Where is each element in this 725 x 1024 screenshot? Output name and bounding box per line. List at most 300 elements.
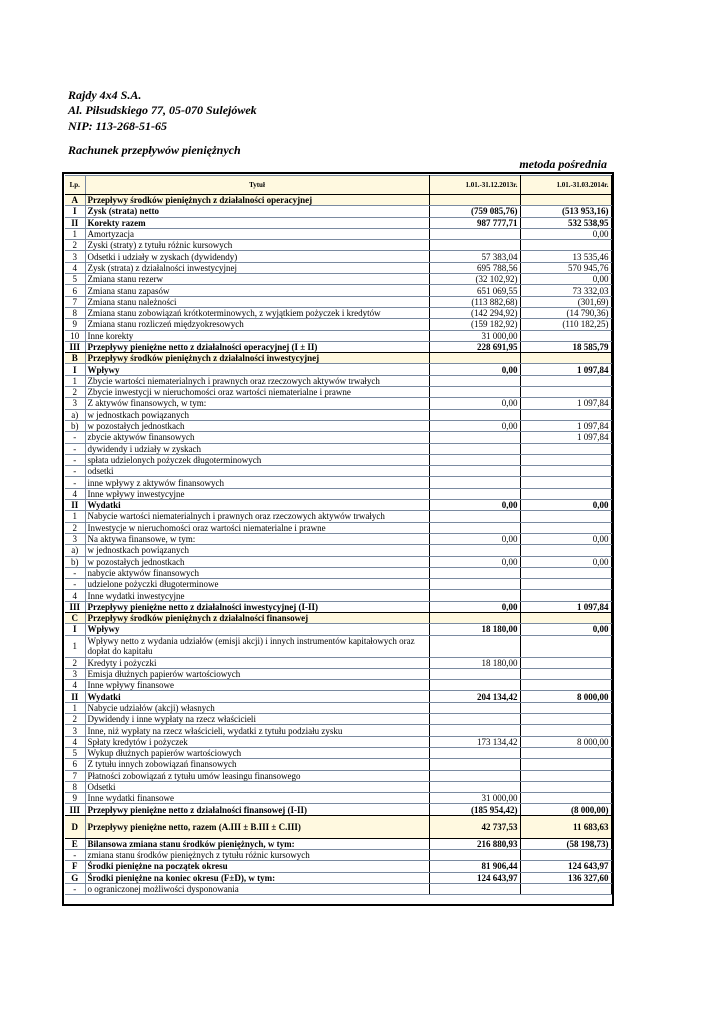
row-title: Przepływy pieniężne netto z działalności finansowej (I-II): [85, 804, 429, 815]
row-lp: 9: [65, 793, 85, 804]
row-lp: A: [65, 195, 85, 206]
table-row: [65, 217, 611, 228]
row-lp: D: [65, 815, 85, 838]
table-row: [65, 500, 611, 511]
table-row: [65, 668, 611, 679]
row-title: Inne wpływy inwestycyjne: [85, 488, 429, 499]
row-title: zmiana stanu środków pieniężnych z tytułu różnic kursowych: [85, 850, 429, 861]
table-row: [65, 353, 611, 364]
row-value-2014: 136 327,60: [520, 872, 611, 883]
row-lp: -: [65, 579, 85, 590]
row-title: Dywidendy i inne wypłaty na rzecz właścicieli: [85, 714, 429, 725]
row-title: w pozostałych jednostkach: [85, 420, 429, 431]
table-row: [65, 635, 611, 657]
col-header-2013: 1.01.-31.12.2013r.: [429, 176, 520, 195]
row-title: o ograniczonej możliwości dysponowania: [85, 883, 429, 894]
row-title: dywidendy i udziały w zyskach: [85, 443, 429, 454]
table-row: [65, 736, 611, 747]
row-value-2013: [429, 432, 520, 443]
table-row: [65, 850, 611, 861]
row-value-2013: [429, 545, 520, 556]
table-row: [65, 466, 611, 477]
table-row: [65, 477, 611, 488]
row-lp: 1: [65, 702, 85, 713]
table-row: [65, 680, 611, 691]
table-row: [65, 432, 611, 443]
row-value-2013: 651 069,55: [429, 285, 520, 296]
row-value-2014: [520, 409, 611, 420]
row-title: Inne korekty: [85, 330, 429, 341]
row-value-2014: [520, 353, 611, 364]
row-lp: 5: [65, 274, 85, 285]
row-value-2013: 0,00: [429, 364, 520, 375]
row-title: odsetki: [85, 466, 429, 477]
row-value-2013: 31 000,00: [429, 330, 520, 341]
row-lp: 1: [65, 635, 85, 657]
table-row: [65, 228, 611, 239]
row-value-2013: 0,00: [429, 533, 520, 544]
row-title: Odsetki i udziały w zyskach (dywidendy): [85, 251, 429, 262]
table-row: [65, 522, 611, 533]
row-lp: 10: [65, 330, 85, 341]
row-title: w pozostałych jednostkach: [85, 556, 429, 567]
row-title: Zysk (strata) z działalności inwestycyjnej: [85, 262, 429, 273]
row-value-2013: [429, 240, 520, 251]
row-value-2014: [520, 680, 611, 691]
col-header-2014: 1.01.-31.03.2014r.: [520, 176, 611, 195]
row-lp: -: [65, 454, 85, 465]
row-value-2013: [429, 477, 520, 488]
row-title: Inwestycje w nieruchomości oraz wartości niematerialne i prawne: [85, 522, 429, 533]
table-row: [65, 793, 611, 804]
row-value-2013: [429, 680, 520, 691]
row-value-2013: [429, 409, 520, 420]
row-value-2013: [429, 228, 520, 239]
row-lp: G: [65, 872, 85, 883]
table-row: [65, 375, 611, 386]
row-value-2014: (14 790,36): [520, 307, 611, 318]
table-row: [65, 657, 611, 668]
table-row: [65, 409, 611, 420]
table-row: [65, 443, 611, 454]
row-lp: -: [65, 567, 85, 578]
row-lp: 3: [65, 251, 85, 262]
table-row: [65, 702, 611, 713]
row-title: Na aktywa finansowe, w tym:: [85, 533, 429, 544]
table-row: [65, 590, 611, 601]
row-value-2014: 73 332,03: [520, 285, 611, 296]
table-row: [65, 533, 611, 544]
row-title: Przepływy pieniężne netto z działalności inwestycyjnej (I-II): [85, 601, 429, 612]
row-value-2014: [520, 635, 611, 657]
row-title: Zmiana stanu rezerw: [85, 274, 429, 285]
row-lp: III: [65, 804, 85, 815]
row-title: Zmiana stanu zapasów: [85, 285, 429, 296]
table-header-row: [65, 176, 611, 195]
row-value-2014: 8 000,00: [520, 691, 611, 702]
table-row: [65, 725, 611, 736]
row-value-2014: 0,00: [520, 624, 611, 635]
row-value-2013: [429, 714, 520, 725]
cash-flow-table: [65, 175, 612, 895]
row-value-2014: [520, 714, 611, 725]
table-body: [65, 195, 611, 895]
row-title: zbycie aktywów finansowych: [85, 432, 429, 443]
row-value-2013: 0,00: [429, 420, 520, 431]
row-title: inne wpływy z aktywów finansowych: [85, 477, 429, 488]
row-lp: -: [65, 443, 85, 454]
row-value-2014: 8 000,00: [520, 736, 611, 747]
row-value-2014: 1 097,84: [520, 432, 611, 443]
row-title: Przepływy środków pieniężnych z działalności finansowej: [85, 612, 429, 623]
row-value-2014: [520, 488, 611, 499]
row-value-2014: (58 198,73): [520, 838, 611, 849]
row-title: Środki pieniężne na początek okresu: [85, 861, 429, 872]
row-value-2013: [429, 725, 520, 736]
row-value-2013: 42 737,53: [429, 815, 520, 838]
row-lp: I: [65, 364, 85, 375]
row-value-2014: 0,00: [520, 274, 611, 285]
method-label: metoda pośrednia: [519, 157, 607, 171]
table-row: [65, 296, 611, 307]
row-value-2014: 13 535,46: [520, 251, 611, 262]
row-title: spłata udzielonych pożyczek długoterminowych: [85, 454, 429, 465]
row-value-2014: [520, 466, 611, 477]
row-title: Zmiana stanu należności: [85, 296, 429, 307]
row-value-2013: 18 180,00: [429, 657, 520, 668]
table-row: [65, 341, 611, 352]
row-lp: 3: [65, 533, 85, 544]
row-title: Wpływy: [85, 364, 429, 375]
table-row: [65, 872, 611, 883]
row-value-2014: (301,69): [520, 296, 611, 307]
table-row: [65, 545, 611, 556]
row-lp: E: [65, 838, 85, 849]
table-row: [65, 804, 611, 815]
row-title: Zyski (straty) z tytułu różnic kursowych: [85, 240, 429, 251]
row-title: Inne wydatki inwestycyjne: [85, 590, 429, 601]
row-value-2013: [429, 883, 520, 894]
row-value-2014: (8 000,00): [520, 804, 611, 815]
row-title: Wydatki: [85, 691, 429, 702]
row-value-2013: 173 134,42: [429, 736, 520, 747]
row-lp: 4: [65, 736, 85, 747]
row-value-2013: [429, 511, 520, 522]
row-lp: I: [65, 206, 85, 217]
table-row: [65, 567, 611, 578]
row-title: Amortyzacja: [85, 228, 429, 239]
row-value-2014: 1 097,84: [520, 364, 611, 375]
row-value-2014: 124 643,97: [520, 861, 611, 872]
row-lp: 4: [65, 680, 85, 691]
row-title: Zbycie inwestycji w nieruchomości oraz wartości niematerialne i prawne: [85, 387, 429, 398]
row-value-2013: [429, 759, 520, 770]
row-value-2013: [429, 387, 520, 398]
row-value-2014: [520, 195, 611, 206]
row-value-2013: 0,00: [429, 601, 520, 612]
row-title: Odsetki: [85, 781, 429, 792]
table-row: [65, 488, 611, 499]
row-value-2014: [520, 477, 611, 488]
row-value-2014: [520, 747, 611, 758]
row-lp: -: [65, 432, 85, 443]
row-value-2014: [520, 454, 611, 465]
row-value-2013: [429, 443, 520, 454]
row-value-2014: [520, 883, 611, 894]
row-value-2014: [520, 443, 611, 454]
row-title: Zysk (strata) netto: [85, 206, 429, 217]
row-title: Płatności zobowiązań z tytułu umów leasingu finansowego: [85, 770, 429, 781]
row-value-2014: [520, 545, 611, 556]
table-row: [65, 319, 611, 330]
row-value-2014: [520, 375, 611, 386]
table-row: [65, 579, 611, 590]
row-value-2014: [520, 793, 611, 804]
row-value-2013: 57 383,04: [429, 251, 520, 262]
row-lp: 7: [65, 296, 85, 307]
table-row: [65, 691, 611, 702]
table-row: [65, 307, 611, 318]
table-row: [65, 262, 611, 273]
table-row: [65, 240, 611, 251]
table-row: [65, 759, 611, 770]
row-value-2013: (759 085,76): [429, 206, 520, 217]
row-lp: b): [65, 556, 85, 567]
row-title: Przepływy pieniężne netto, razem (A.III ± B.III ± C.III): [85, 815, 429, 838]
row-value-2013: [429, 466, 520, 477]
row-lp: 4: [65, 488, 85, 499]
row-value-2013: 0,00: [429, 556, 520, 567]
row-value-2014: [520, 759, 611, 770]
row-title: w jednostkach powiązanych: [85, 545, 429, 556]
row-value-2014: [520, 511, 611, 522]
row-value-2014: 0,00: [520, 500, 611, 511]
row-lp: 3: [65, 725, 85, 736]
row-value-2013: 987 777,71: [429, 217, 520, 228]
row-lp: F: [65, 861, 85, 872]
row-title: Inne wydatki finansowe: [85, 793, 429, 804]
row-lp: 2: [65, 240, 85, 251]
row-value-2013: (142 294,92): [429, 307, 520, 318]
row-lp: 2: [65, 657, 85, 668]
row-title: nabycie aktywów finansowych: [85, 567, 429, 578]
row-value-2013: 228 691,95: [429, 341, 520, 352]
row-lp: II: [65, 500, 85, 511]
row-title: Korekty razem: [85, 217, 429, 228]
table-row: [65, 364, 611, 375]
row-lp: 6: [65, 285, 85, 296]
row-value-2013: [429, 579, 520, 590]
row-value-2013: [429, 770, 520, 781]
table-row: [65, 285, 611, 296]
company-nip: NIP: 113-268-51-65: [68, 119, 167, 133]
company-name: Rajdy 4x4 S.A.: [68, 88, 142, 102]
row-lp: 1: [65, 511, 85, 522]
row-value-2014: (110 182,25): [520, 319, 611, 330]
row-value-2013: [429, 702, 520, 713]
row-value-2014: 0,00: [520, 228, 611, 239]
row-value-2013: [429, 567, 520, 578]
row-value-2013: [429, 488, 520, 499]
row-lp: II: [65, 217, 85, 228]
row-lp: 2: [65, 387, 85, 398]
row-lp: 7: [65, 770, 85, 781]
row-value-2013: 18 180,00: [429, 624, 520, 635]
row-title: Nabycie wartości niematerialnych i prawnych oraz rzeczowych aktywów trwałych: [85, 511, 429, 522]
table-row: [65, 454, 611, 465]
row-lp: III: [65, 601, 85, 612]
row-value-2013: [429, 375, 520, 386]
table-row: [65, 838, 611, 849]
row-lp: a): [65, 545, 85, 556]
row-lp: 4: [65, 262, 85, 273]
row-value-2014: [520, 850, 611, 861]
table-row: [65, 861, 611, 872]
row-lp: 3: [65, 398, 85, 409]
row-value-2013: [429, 522, 520, 533]
table-row: [65, 815, 611, 838]
row-value-2014: 18 585,79: [520, 341, 611, 352]
row-lp: C: [65, 612, 85, 623]
row-lp: 6: [65, 759, 85, 770]
row-value-2014: 0,00: [520, 556, 611, 567]
row-title: Przepływy pieniężne netto z działalności operacyjnej (I ± II): [85, 341, 429, 352]
table-row: [65, 624, 611, 635]
table-row: [65, 251, 611, 262]
row-title: Inne wpływy finansowe: [85, 680, 429, 691]
row-value-2013: (32 102,92): [429, 274, 520, 285]
table-row: [65, 206, 611, 217]
table-row: [65, 387, 611, 398]
row-title: Przepływy środków pieniężnych z działalności inwestycyjnej: [85, 353, 429, 364]
table-row: [65, 770, 611, 781]
row-lp: -: [65, 466, 85, 477]
table-row: [65, 556, 611, 567]
row-value-2013: [429, 781, 520, 792]
table-row: [65, 747, 611, 758]
row-title: Środki pieniężne na koniec okresu (F±D), w tym:: [85, 872, 429, 883]
row-value-2014: 0,00: [520, 533, 611, 544]
row-value-2014: 532 538,95: [520, 217, 611, 228]
row-lp: 3: [65, 668, 85, 679]
row-value-2014: [520, 522, 611, 533]
row-value-2013: (159 182,92): [429, 319, 520, 330]
row-lp: -: [65, 850, 85, 861]
row-value-2013: 204 134,42: [429, 691, 520, 702]
row-lp: I: [65, 624, 85, 635]
row-title: Z tytułu innych zobowiązań finansowych: [85, 759, 429, 770]
row-title: Inne, niż wypłaty na rzecz właścicieli, wydatki z tytułu podziału zysku: [85, 725, 429, 736]
row-lp: 2: [65, 714, 85, 725]
row-value-2013: 695 788,56: [429, 262, 520, 273]
row-value-2013: [429, 454, 520, 465]
row-value-2014: 11 683,63: [520, 815, 611, 838]
row-value-2013: 0,00: [429, 398, 520, 409]
row-lp: 1: [65, 375, 85, 386]
row-lp: B: [65, 353, 85, 364]
table-row: [65, 195, 611, 206]
row-value-2014: 1 097,84: [520, 601, 611, 612]
row-value-2014: [520, 657, 611, 668]
row-value-2014: [520, 612, 611, 623]
row-lp: 9: [65, 319, 85, 330]
table-row: [65, 781, 611, 792]
row-value-2013: [429, 850, 520, 861]
row-value-2014: 1 097,84: [520, 420, 611, 431]
table-row: [65, 714, 611, 725]
row-lp: 8: [65, 307, 85, 318]
table-row: [65, 601, 611, 612]
row-title: Z aktywów finansowych, w tym:: [85, 398, 429, 409]
row-title: Zmiana stanu zobowiązań krótkoterminowych, z wyjątkiem pożyczek i kredytów: [85, 307, 429, 318]
row-value-2014: [520, 781, 611, 792]
row-value-2013: [429, 353, 520, 364]
row-lp: 8: [65, 781, 85, 792]
row-value-2014: 1 097,84: [520, 398, 611, 409]
row-value-2013: [429, 668, 520, 679]
row-title: Nabycie udziałów (akcji) własnych: [85, 702, 429, 713]
row-lp: 4: [65, 590, 85, 601]
table-row: [65, 398, 611, 409]
row-title: Wpływy: [85, 624, 429, 635]
table-row: [65, 511, 611, 522]
row-lp: 2: [65, 522, 85, 533]
row-value-2014: [520, 387, 611, 398]
row-value-2013: (185 954,42): [429, 804, 520, 815]
table-row: [65, 883, 611, 894]
row-value-2013: [429, 590, 520, 601]
row-lp: III: [65, 341, 85, 352]
table-row: [65, 612, 611, 623]
row-value-2014: (513 953,16): [520, 206, 611, 217]
row-value-2014: [520, 240, 611, 251]
row-title: Przepływy środków pieniężnych z działalności operacyjnej: [85, 195, 429, 206]
row-title: udzielone pożyczki długoterminowe: [85, 579, 429, 590]
row-value-2013: 0,00: [429, 500, 520, 511]
row-value-2014: [520, 579, 611, 590]
row-title: w jednostkach powiązanych: [85, 409, 429, 420]
row-value-2013: [429, 612, 520, 623]
row-title: Wpływy netto z wydania udziałów (emisji akcji) i innych instrumentów kapitałowych oraz dopłat do kapitału: [85, 635, 429, 657]
row-value-2013: 31 000,00: [429, 793, 520, 804]
table-row: [65, 330, 611, 341]
row-title: Spłaty kredytów i pożyczek: [85, 736, 429, 747]
row-value-2013: [429, 195, 520, 206]
row-value-2014: [520, 590, 611, 601]
col-header-lp: Lp.: [65, 176, 85, 195]
row-title: Wydatki: [85, 500, 429, 511]
row-title: Kredyty i pożyczki: [85, 657, 429, 668]
row-lp: a): [65, 409, 85, 420]
row-value-2013: (113 882,68): [429, 296, 520, 307]
row-title: Bilansowa zmiana stanu środków pieniężnych, w tym:: [85, 838, 429, 849]
row-value-2013: [429, 635, 520, 657]
document-title: Rachunek przepływów pieniężnych: [68, 143, 241, 157]
row-value-2013: 124 643,97: [429, 872, 520, 883]
row-value-2014: [520, 567, 611, 578]
row-title: Emisja dłużnych papierów wartościowych: [85, 668, 429, 679]
row-lp: -: [65, 477, 85, 488]
table-row: [65, 420, 611, 431]
row-value-2014: [520, 668, 611, 679]
row-lp: 1: [65, 228, 85, 239]
row-title: Wykup dłużnych papierów wartościowych: [85, 747, 429, 758]
row-value-2013: 81 906,44: [429, 861, 520, 872]
row-value-2014: 570 945,76: [520, 262, 611, 273]
row-lp: -: [65, 883, 85, 894]
company-address: Al. Piłsudskiego 77, 05-070 Sulejówek: [68, 103, 257, 117]
row-lp: 5: [65, 747, 85, 758]
